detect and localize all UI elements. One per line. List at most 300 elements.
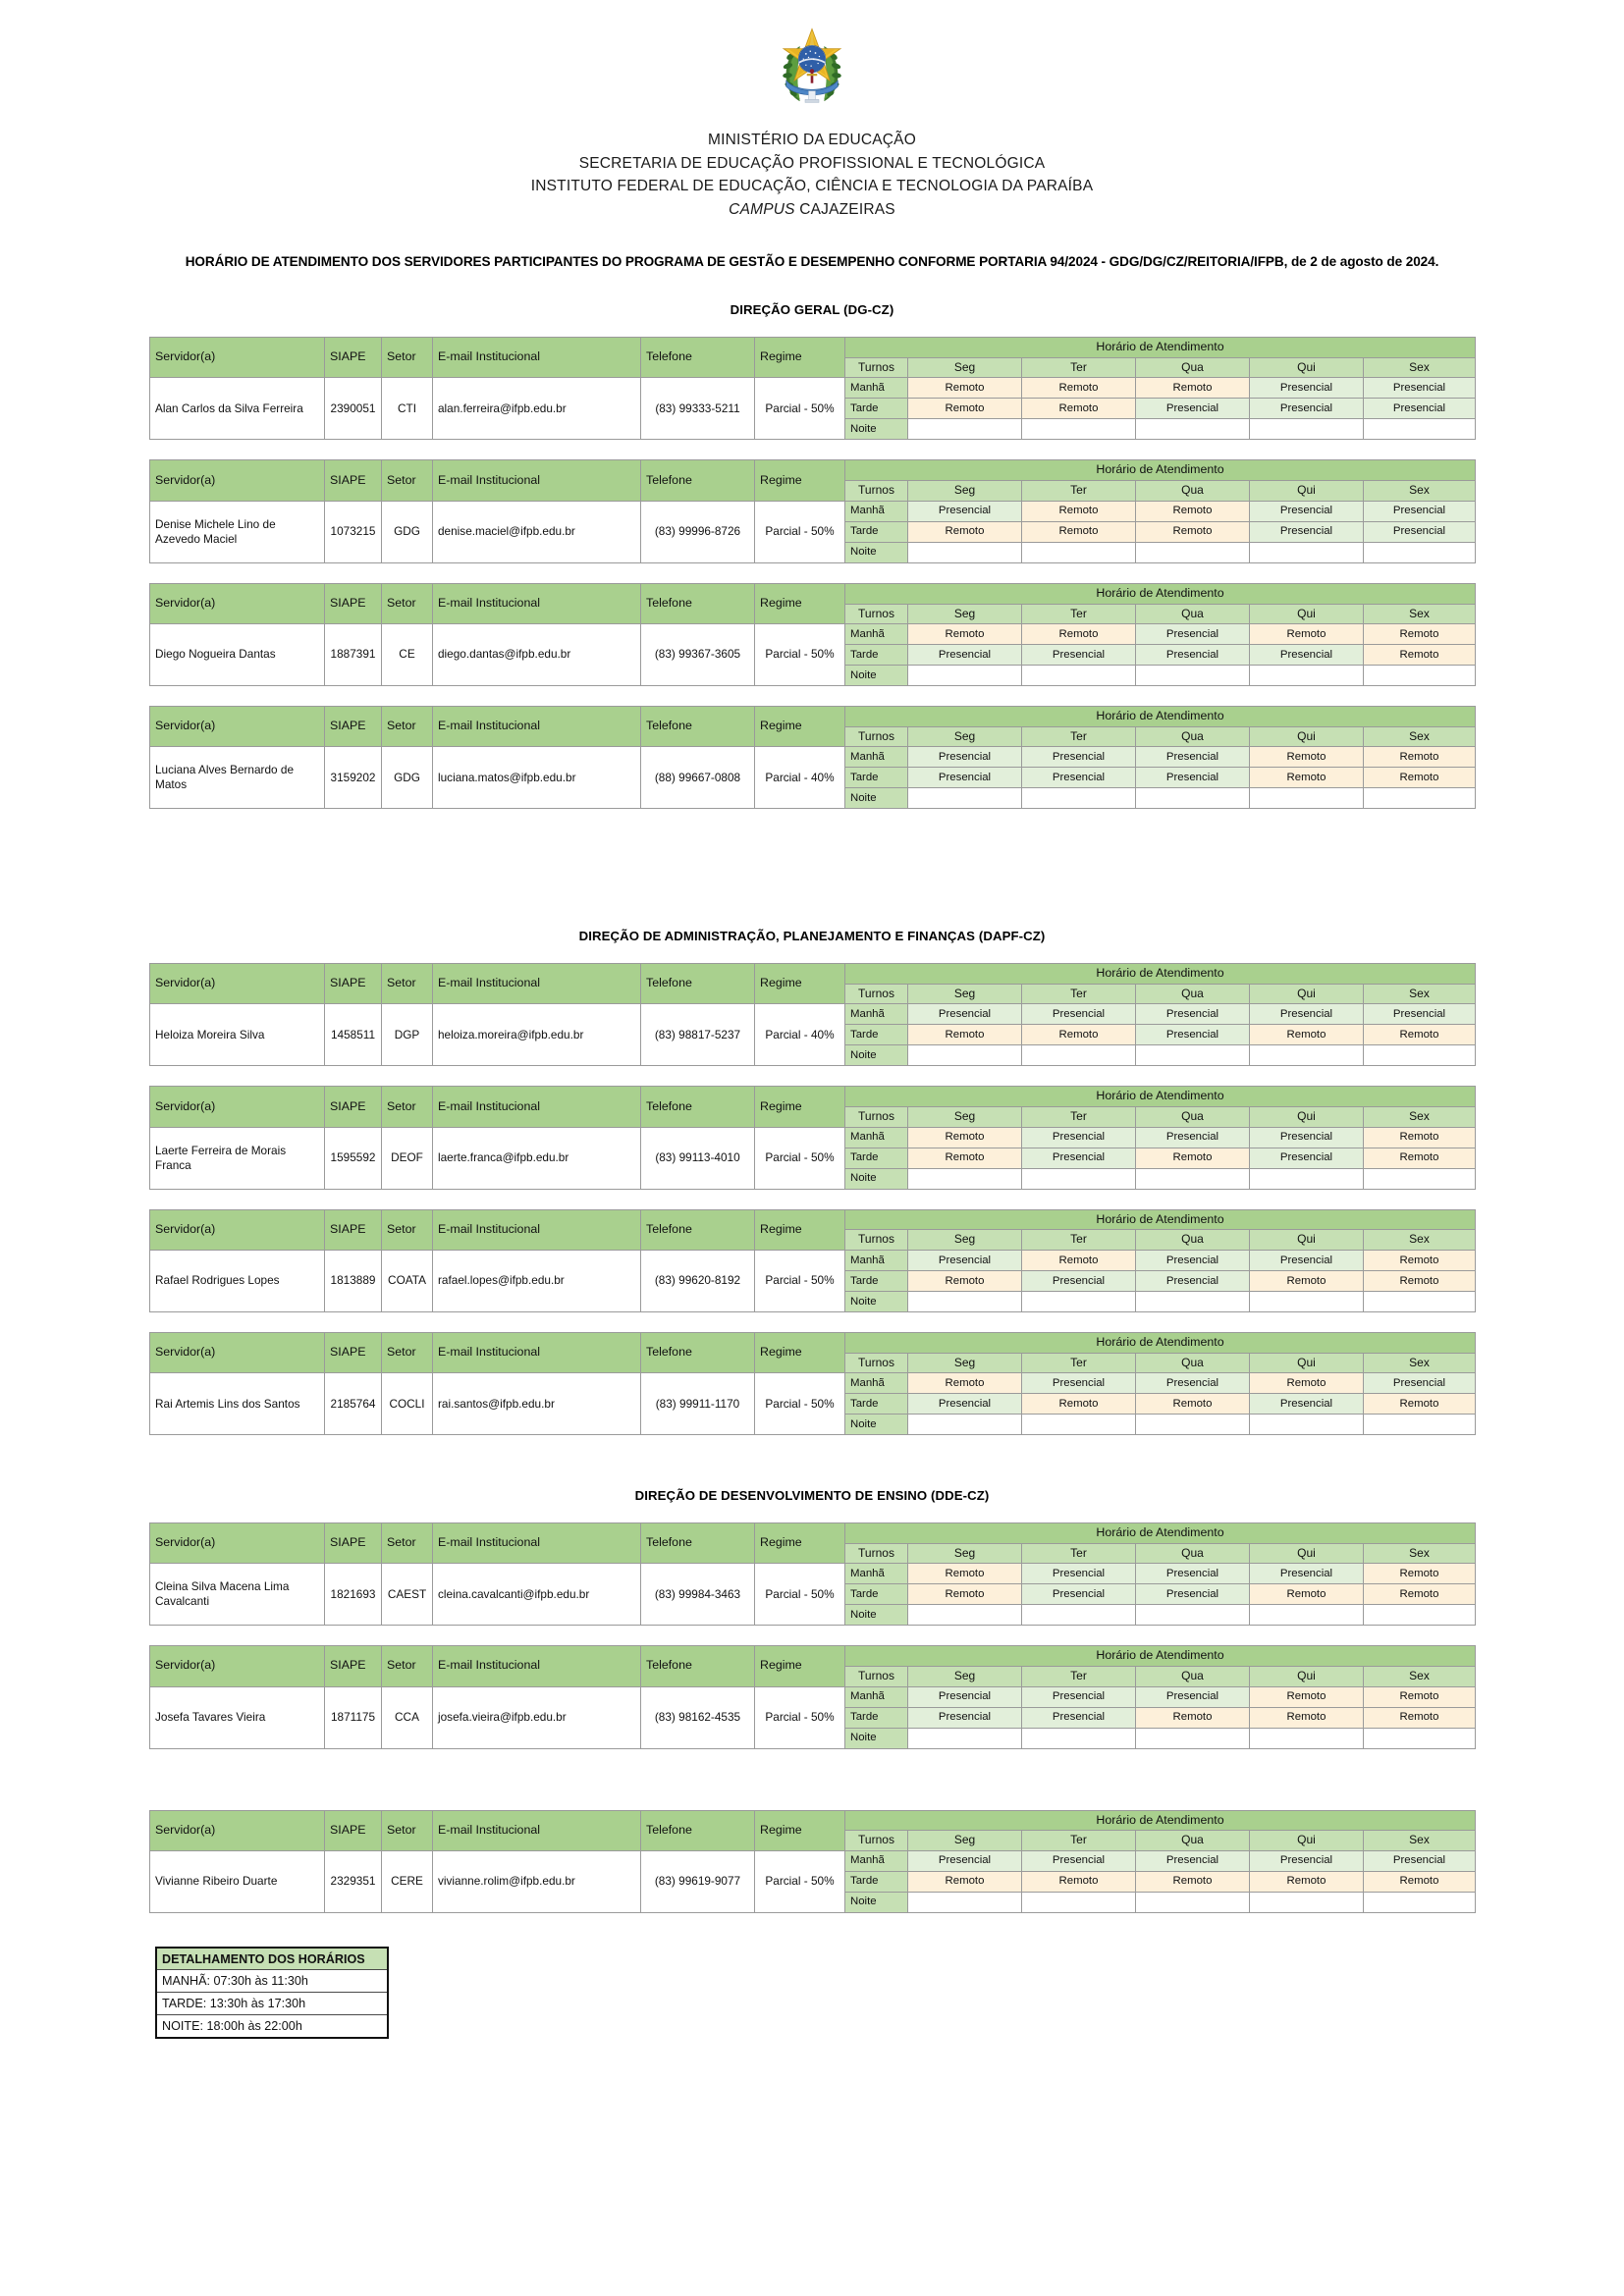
document-title: HORÁRIO DE ATENDIMENTO DOS SERVIDORES PARTICIPANTES DO PROGRAMA DE GESTÃO E DESEMPENHO CONFORME PORTARIA 94/2024 - GDG/DG/CZ/REITORIA/IFPB, de 2 de agosto de 2024. xyxy=(185,254,1439,270)
col-header-siape: SIAPE xyxy=(325,1087,382,1127)
spacer xyxy=(0,1312,1624,1332)
slot-manha-qui: Presencial xyxy=(1250,1004,1364,1025)
slot-manha-qua: Presencial xyxy=(1136,1564,1250,1584)
spacer xyxy=(0,1749,1624,1810)
col-header-telefone: Telefone xyxy=(641,1209,755,1250)
slot-noite-sex xyxy=(1364,419,1476,440)
slot-manha-ter: Presencial xyxy=(1022,1004,1136,1025)
slot-tarde-qui: Remoto xyxy=(1250,1270,1364,1291)
person-schedule-table xyxy=(149,1209,1476,1312)
day-header-qui: Qui xyxy=(1250,1831,1364,1850)
col-header-siape: SIAPE xyxy=(325,583,382,623)
cell-servidor: Luciana Alves Bernardo de Matos xyxy=(150,747,325,809)
slot-noite-qui xyxy=(1250,1415,1364,1435)
slot-manha-seg: Presencial xyxy=(908,1686,1022,1707)
slot-noite-qua xyxy=(1136,419,1250,440)
col-header-horario-atendimento: Horário de Atendimento xyxy=(845,460,1476,481)
cell-siape: 1887391 xyxy=(325,623,382,685)
slot-manha-ter: Remoto xyxy=(1022,501,1136,521)
person-schedule-table xyxy=(149,1332,1476,1435)
turno-label-tarde: Tarde xyxy=(845,399,908,419)
spacer xyxy=(0,686,1624,706)
col-header-telefone: Telefone xyxy=(641,964,755,1004)
slot-noite-qua xyxy=(1136,665,1250,685)
day-header-qua: Qua xyxy=(1136,985,1250,1004)
day-header-ter: Ter xyxy=(1022,726,1136,746)
slot-noite-qui xyxy=(1250,1605,1364,1626)
person-schedule-table xyxy=(149,706,1476,809)
slot-manha-sex: Remoto xyxy=(1364,1250,1476,1270)
cell-regime: Parcial - 50% xyxy=(755,501,845,562)
col-header-email: E-mail Institucional xyxy=(433,1209,641,1250)
slot-tarde-seg: Presencial xyxy=(908,1394,1022,1415)
table-header-row-1 xyxy=(150,1209,1476,1230)
col-header-turnos: Turnos xyxy=(845,481,908,501)
shift-row-manha xyxy=(150,501,1476,521)
slot-manha-sex: Remoto xyxy=(1364,747,1476,768)
day-header-qua: Qua xyxy=(1136,1831,1250,1850)
slot-noite-sex xyxy=(1364,1168,1476,1189)
slot-manha-ter: Presencial xyxy=(1022,1686,1136,1707)
turno-label-tarde: Tarde xyxy=(845,521,908,542)
slot-manha-ter: Presencial xyxy=(1022,747,1136,768)
section-title-2: DIREÇÃO DE DESENVOLVIMENTO DE ENSINO (DDE-CZ) xyxy=(634,1488,990,1504)
col-header-telefone: Telefone xyxy=(641,460,755,501)
cell-servidor: Alan Carlos da Silva Ferreira xyxy=(150,378,325,440)
sections-container xyxy=(0,269,1624,1933)
slot-manha-qua: Presencial xyxy=(1136,1850,1250,1871)
day-header-ter: Ter xyxy=(1022,1543,1136,1563)
person-table-wrapper xyxy=(149,963,1475,1066)
turno-label-tarde: Tarde xyxy=(845,768,908,788)
slot-noite-qui xyxy=(1250,419,1364,440)
spacer xyxy=(0,1626,1624,1645)
col-header-regime: Regime xyxy=(755,706,845,746)
turno-label-noite: Noite xyxy=(845,1291,908,1311)
col-header-telefone: Telefone xyxy=(641,706,755,746)
day-header-qui: Qui xyxy=(1250,985,1364,1004)
slot-tarde-qua: Presencial xyxy=(1136,768,1250,788)
slot-noite-seg xyxy=(908,1892,1022,1912)
col-header-servidor: Servidor(a) xyxy=(150,583,325,623)
col-header-telefone: Telefone xyxy=(641,338,755,378)
col-header-telefone: Telefone xyxy=(641,1646,755,1686)
legend-header-row xyxy=(156,1948,388,1970)
turno-label-tarde: Tarde xyxy=(845,1871,908,1892)
slot-noite-ter xyxy=(1022,1605,1136,1626)
slot-noite-seg xyxy=(908,1045,1022,1066)
col-header-siape: SIAPE xyxy=(325,338,382,378)
day-header-qua: Qua xyxy=(1136,1107,1250,1127)
cell-regime: Parcial - 50% xyxy=(755,1373,845,1435)
slot-tarde-ter: Presencial xyxy=(1022,1707,1136,1728)
col-header-siape: SIAPE xyxy=(325,1810,382,1850)
cell-regime: Parcial - 50% xyxy=(755,1127,845,1189)
table-header-row-1 xyxy=(150,964,1476,985)
slot-noite-seg xyxy=(908,1415,1022,1435)
slot-noite-qui xyxy=(1250,1728,1364,1748)
cell-email: denise.maciel@ifpb.edu.br xyxy=(433,501,641,562)
slot-noite-seg xyxy=(908,1605,1022,1626)
cell-siape: 1595592 xyxy=(325,1127,382,1189)
shift-row-manha xyxy=(150,1250,1476,1270)
slot-tarde-ter: Remoto xyxy=(1022,1394,1136,1415)
table-header-row-1 xyxy=(150,338,1476,358)
person-schedule-table xyxy=(149,1522,1476,1626)
slot-tarde-qui: Remoto xyxy=(1250,1707,1364,1728)
cell-telefone: (83) 98817-5237 xyxy=(641,1004,755,1066)
shift-row-manha xyxy=(150,1564,1476,1584)
slot-manha-ter: Presencial xyxy=(1022,1564,1136,1584)
spacer xyxy=(0,440,1624,459)
shift-row-manha xyxy=(150,1850,1476,1871)
slot-manha-ter: Remoto xyxy=(1022,378,1136,399)
table-header-row-1 xyxy=(150,1087,1476,1107)
day-header-qua: Qua xyxy=(1136,1543,1250,1563)
turno-label-manha: Manhã xyxy=(845,501,908,521)
col-header-regime: Regime xyxy=(755,964,845,1004)
day-header-seg: Seg xyxy=(908,1543,1022,1563)
cell-telefone: (88) 99667-0808 xyxy=(641,747,755,809)
cell-setor: GDG xyxy=(382,501,433,562)
col-header-horario-atendimento: Horário de Atendimento xyxy=(845,583,1476,604)
shift-row-manha xyxy=(150,1686,1476,1707)
slot-tarde-ter: Remoto xyxy=(1022,521,1136,542)
cell-servidor: Laerte Ferreira de Morais Franca xyxy=(150,1127,325,1189)
col-header-servidor: Servidor(a) xyxy=(150,1209,325,1250)
day-header-qui: Qui xyxy=(1250,726,1364,746)
col-header-turnos: Turnos xyxy=(845,985,908,1004)
cell-setor: GDG xyxy=(382,747,433,809)
day-header-seg: Seg xyxy=(908,604,1022,623)
col-header-servidor: Servidor(a) xyxy=(150,1810,325,1850)
col-header-servidor: Servidor(a) xyxy=(150,706,325,746)
day-header-seg: Seg xyxy=(908,481,1022,501)
col-header-telefone: Telefone xyxy=(641,1810,755,1850)
cell-email: vivianne.rolim@ifpb.edu.br xyxy=(433,1850,641,1912)
cell-regime: Parcial - 50% xyxy=(755,1564,845,1626)
col-header-turnos: Turnos xyxy=(845,604,908,623)
slot-tarde-sex: Remoto xyxy=(1364,1584,1476,1605)
day-header-ter: Ter xyxy=(1022,1230,1136,1250)
cell-regime: Parcial - 50% xyxy=(755,1686,845,1748)
cell-telefone: (83) 99620-8192 xyxy=(641,1250,755,1311)
slot-tarde-seg: Presencial xyxy=(908,1707,1022,1728)
day-header-seg: Seg xyxy=(908,1230,1022,1250)
slot-noite-sex xyxy=(1364,1892,1476,1912)
turno-label-noite: Noite xyxy=(845,665,908,685)
slot-manha-qui: Presencial xyxy=(1250,1127,1364,1148)
col-header-servidor: Servidor(a) xyxy=(150,338,325,378)
turno-label-noite: Noite xyxy=(845,1605,908,1626)
cell-servidor: Josefa Tavares Vieira xyxy=(150,1686,325,1748)
slot-noite-qui xyxy=(1250,1045,1364,1066)
slot-manha-qui: Remoto xyxy=(1250,1686,1364,1707)
turno-label-manha: Manhã xyxy=(845,1686,908,1707)
slot-noite-qui xyxy=(1250,1291,1364,1311)
cell-regime: Parcial - 40% xyxy=(755,747,845,809)
cell-email: luciana.matos@ifpb.edu.br xyxy=(433,747,641,809)
cell-siape: 3159202 xyxy=(325,747,382,809)
cell-telefone: (83) 99911-1170 xyxy=(641,1373,755,1435)
col-header-setor: Setor xyxy=(382,964,433,1004)
col-header-servidor: Servidor(a) xyxy=(150,1523,325,1564)
day-header-ter: Ter xyxy=(1022,1667,1136,1686)
col-header-setor: Setor xyxy=(382,1209,433,1250)
spacer xyxy=(0,317,1624,337)
slot-tarde-qui: Presencial xyxy=(1250,399,1364,419)
cell-email: josefa.vieira@ifpb.edu.br xyxy=(433,1686,641,1748)
cell-regime: Parcial - 50% xyxy=(755,1850,845,1912)
slot-manha-qui: Presencial xyxy=(1250,1250,1364,1270)
slot-manha-qua: Remoto xyxy=(1136,378,1250,399)
slot-manha-qui: Presencial xyxy=(1250,501,1364,521)
day-header-qua: Qua xyxy=(1136,604,1250,623)
slot-tarde-seg: Presencial xyxy=(908,768,1022,788)
col-header-email: E-mail Institucional xyxy=(433,1523,641,1564)
cell-siape: 1821693 xyxy=(325,1564,382,1626)
slot-tarde-qua: Presencial xyxy=(1136,1270,1250,1291)
slot-manha-qui: Remoto xyxy=(1250,623,1364,644)
slot-noite-qua xyxy=(1136,1045,1250,1066)
legend-noite: NOITE: 18:00h às 22:00h xyxy=(156,2015,388,2038)
slot-tarde-seg: Remoto xyxy=(908,399,1022,419)
cell-servidor: Vivianne Ribeiro Duarte xyxy=(150,1850,325,1912)
col-header-siape: SIAPE xyxy=(325,964,382,1004)
day-header-qui: Qui xyxy=(1250,481,1364,501)
slot-noite-seg xyxy=(908,1168,1022,1189)
person-table-wrapper xyxy=(149,459,1475,562)
slot-manha-sex: Remoto xyxy=(1364,1564,1476,1584)
day-header-seg: Seg xyxy=(908,726,1022,746)
turno-label-tarde: Tarde xyxy=(845,1025,908,1045)
col-header-turnos: Turnos xyxy=(845,1831,908,1850)
turno-label-noite: Noite xyxy=(845,542,908,562)
slot-noite-sex xyxy=(1364,1415,1476,1435)
col-header-turnos: Turnos xyxy=(845,1543,908,1563)
schedule-detail-legend xyxy=(155,1947,389,2039)
slot-tarde-qui: Remoto xyxy=(1250,1871,1364,1892)
slot-tarde-qui: Presencial xyxy=(1250,521,1364,542)
slot-noite-seg xyxy=(908,419,1022,440)
slot-noite-qui xyxy=(1250,542,1364,562)
slot-manha-seg: Presencial xyxy=(908,747,1022,768)
col-header-regime: Regime xyxy=(755,1087,845,1127)
cell-email: rafael.lopes@ifpb.edu.br xyxy=(433,1250,641,1311)
col-header-setor: Setor xyxy=(382,1332,433,1372)
slot-noite-sex xyxy=(1364,1728,1476,1748)
slot-manha-ter: Presencial xyxy=(1022,1373,1136,1394)
slot-tarde-ter: Remoto xyxy=(1022,1025,1136,1045)
ministry-line: MINISTÉRIO DA EDUCAÇÃO xyxy=(708,132,916,148)
slot-manha-seg: Remoto xyxy=(908,378,1022,399)
person-table-wrapper xyxy=(149,1332,1475,1435)
slot-manha-sex: Remoto xyxy=(1364,1127,1476,1148)
slot-manha-qua: Presencial xyxy=(1136,747,1250,768)
turno-label-noite: Noite xyxy=(845,1168,908,1189)
col-header-setor: Setor xyxy=(382,1523,433,1564)
cell-telefone: (83) 99619-9077 xyxy=(641,1850,755,1912)
turno-label-noite: Noite xyxy=(845,419,908,440)
col-header-email: E-mail Institucional xyxy=(433,338,641,378)
brasao-brasil-icon xyxy=(769,26,855,116)
slot-tarde-qua: Remoto xyxy=(1136,1148,1250,1168)
turno-label-noite: Noite xyxy=(845,788,908,809)
col-header-email: E-mail Institucional xyxy=(433,460,641,501)
turno-label-tarde: Tarde xyxy=(845,1707,908,1728)
slot-noite-qua xyxy=(1136,1168,1250,1189)
slot-manha-sex: Presencial xyxy=(1364,378,1476,399)
turno-label-noite: Noite xyxy=(845,1728,908,1748)
slot-noite-qua xyxy=(1136,1728,1250,1748)
spacer xyxy=(0,1913,1624,1933)
slot-tarde-seg: Remoto xyxy=(908,521,1022,542)
slot-manha-sex: Presencial xyxy=(1364,1004,1476,1025)
slot-manha-seg: Presencial xyxy=(908,1004,1022,1025)
turno-label-tarde: Tarde xyxy=(845,1584,908,1605)
slot-manha-qui: Remoto xyxy=(1250,747,1364,768)
day-header-sex: Sex xyxy=(1364,481,1476,501)
turno-label-tarde: Tarde xyxy=(845,644,908,665)
cell-telefone: (83) 99113-4010 xyxy=(641,1127,755,1189)
slot-manha-sex: Presencial xyxy=(1364,1850,1476,1871)
slot-noite-qua xyxy=(1136,1892,1250,1912)
col-header-regime: Regime xyxy=(755,583,845,623)
cell-setor: DEOF xyxy=(382,1127,433,1189)
col-header-horario-atendimento: Horário de Atendimento xyxy=(845,706,1476,726)
col-header-email: E-mail Institucional xyxy=(433,583,641,623)
slot-manha-qua: Presencial xyxy=(1136,1373,1250,1394)
table-header-row-1 xyxy=(150,1646,1476,1667)
slot-noite-sex xyxy=(1364,1045,1476,1066)
cell-siape: 1073215 xyxy=(325,501,382,562)
cell-email: rai.santos@ifpb.edu.br xyxy=(433,1373,641,1435)
shift-row-manha xyxy=(150,1004,1476,1025)
cell-servidor: Heloiza Moreira Silva xyxy=(150,1004,325,1066)
slot-manha-seg: Presencial xyxy=(908,1250,1022,1270)
person-schedule-table xyxy=(149,583,1476,686)
crest-container xyxy=(0,26,1624,121)
cell-email: diego.dantas@ifpb.edu.br xyxy=(433,623,641,685)
col-header-setor: Setor xyxy=(382,583,433,623)
person-schedule-table xyxy=(149,963,1476,1066)
day-header-qui: Qui xyxy=(1250,1107,1364,1127)
day-header-qua: Qua xyxy=(1136,1353,1250,1372)
col-header-horario-atendimento: Horário de Atendimento xyxy=(845,1646,1476,1667)
day-header-ter: Ter xyxy=(1022,1107,1136,1127)
slot-tarde-ter: Presencial xyxy=(1022,644,1136,665)
slot-manha-qua: Presencial xyxy=(1136,1686,1250,1707)
col-header-telefone: Telefone xyxy=(641,583,755,623)
slot-manha-qua: Presencial xyxy=(1136,1004,1250,1025)
spacer xyxy=(0,563,1624,583)
person-table-wrapper xyxy=(149,1522,1475,1626)
table-header-row-1 xyxy=(150,583,1476,604)
turno-label-noite: Noite xyxy=(845,1045,908,1066)
slot-tarde-qui: Presencial xyxy=(1250,1394,1364,1415)
slot-noite-seg xyxy=(908,542,1022,562)
turno-label-manha: Manhã xyxy=(845,1250,908,1270)
col-header-turnos: Turnos xyxy=(845,358,908,378)
cell-servidor: Cleina Silva Macena Lima Cavalcanti xyxy=(150,1564,325,1626)
cell-servidor: Rafael Rodrigues Lopes xyxy=(150,1250,325,1311)
day-header-ter: Ter xyxy=(1022,985,1136,1004)
slot-noite-qua xyxy=(1136,1605,1250,1626)
col-header-horario-atendimento: Horário de Atendimento xyxy=(845,1523,1476,1544)
shift-row-manha xyxy=(150,747,1476,768)
slot-manha-ter: Remoto xyxy=(1022,623,1136,644)
col-header-regime: Regime xyxy=(755,1810,845,1850)
spacer xyxy=(0,895,1624,929)
col-header-servidor: Servidor(a) xyxy=(150,1087,325,1127)
col-header-servidor: Servidor(a) xyxy=(150,1332,325,1372)
slot-noite-seg xyxy=(908,788,1022,809)
slot-tarde-sex: Remoto xyxy=(1364,644,1476,665)
slot-noite-qui xyxy=(1250,665,1364,685)
day-header-sex: Sex xyxy=(1364,1543,1476,1563)
person-table-wrapper xyxy=(149,706,1475,809)
cell-setor: CTI xyxy=(382,378,433,440)
day-header-qui: Qui xyxy=(1250,1543,1364,1563)
person-table-wrapper xyxy=(149,583,1475,686)
spacer xyxy=(0,1066,1624,1086)
slot-noite-ter xyxy=(1022,1728,1136,1748)
slot-tarde-ter: Presencial xyxy=(1022,1584,1136,1605)
slot-noite-sex xyxy=(1364,665,1476,685)
slot-manha-qui: Presencial xyxy=(1250,378,1364,399)
slot-manha-seg: Remoto xyxy=(908,1564,1022,1584)
col-header-siape: SIAPE xyxy=(325,1332,382,1372)
slot-tarde-seg: Remoto xyxy=(908,1148,1022,1168)
col-header-turnos: Turnos xyxy=(845,1230,908,1250)
spacer xyxy=(0,1468,1624,1488)
slot-manha-seg: Remoto xyxy=(908,1373,1022,1394)
slot-tarde-sex: Remoto xyxy=(1364,1025,1476,1045)
day-header-ter: Ter xyxy=(1022,481,1136,501)
col-header-turnos: Turnos xyxy=(845,1107,908,1127)
day-header-sex: Sex xyxy=(1364,1667,1476,1686)
col-header-setor: Setor xyxy=(382,460,433,501)
slot-tarde-sex: Remoto xyxy=(1364,1707,1476,1728)
day-header-sex: Sex xyxy=(1364,358,1476,378)
slot-noite-seg xyxy=(908,1291,1022,1311)
col-header-regime: Regime xyxy=(755,338,845,378)
slot-tarde-seg: Remoto xyxy=(908,1584,1022,1605)
day-header-seg: Seg xyxy=(908,1107,1022,1127)
slot-noite-qui xyxy=(1250,1892,1364,1912)
slot-manha-qui: Presencial xyxy=(1250,1564,1364,1584)
slot-noite-sex xyxy=(1364,542,1476,562)
day-header-seg: Seg xyxy=(908,985,1022,1004)
day-header-ter: Ter xyxy=(1022,358,1136,378)
slot-noite-qui xyxy=(1250,788,1364,809)
cell-email: cleina.cavalcanti@ifpb.edu.br xyxy=(433,1564,641,1626)
day-header-qua: Qua xyxy=(1136,481,1250,501)
day-header-sex: Sex xyxy=(1364,726,1476,746)
day-header-ter: Ter xyxy=(1022,1831,1136,1850)
cell-siape: 2185764 xyxy=(325,1373,382,1435)
col-header-regime: Regime xyxy=(755,1523,845,1564)
col-header-horario-atendimento: Horário de Atendimento xyxy=(845,1810,1476,1831)
col-header-telefone: Telefone xyxy=(641,1087,755,1127)
slot-tarde-seg: Presencial xyxy=(908,644,1022,665)
col-header-setor: Setor xyxy=(382,1646,433,1686)
cell-servidor: Rai Artemis Lins dos Santos xyxy=(150,1373,325,1435)
cell-telefone: (83) 99367-3605 xyxy=(641,623,755,685)
slot-noite-ter xyxy=(1022,1415,1136,1435)
slot-tarde-sex: Remoto xyxy=(1364,1394,1476,1415)
col-header-setor: Setor xyxy=(382,338,433,378)
